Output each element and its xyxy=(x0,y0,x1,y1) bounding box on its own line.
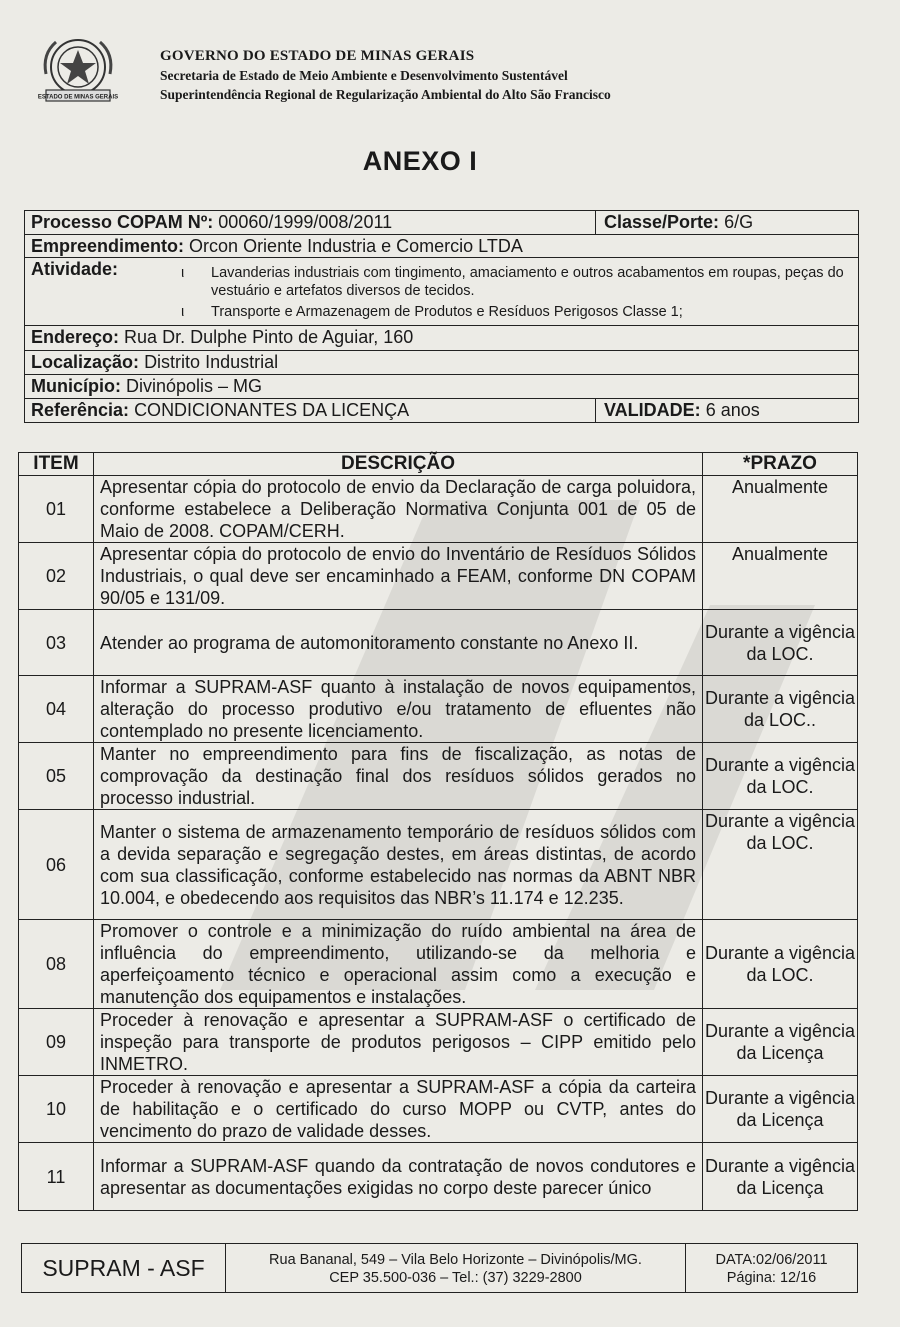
page-footer xyxy=(21,1243,858,1293)
letterhead xyxy=(160,47,611,104)
page-title: ANEXO I xyxy=(362,146,478,176)
municipio-row xyxy=(25,375,858,399)
table-row xyxy=(19,920,858,1009)
empreendimento-row xyxy=(25,235,858,258)
item-number: 03 xyxy=(19,610,94,676)
item-prazo: Durante a vigência da Licença xyxy=(703,1009,858,1076)
validade-cell xyxy=(595,399,858,422)
table-row xyxy=(19,810,858,920)
localizacao-label: Localização: xyxy=(31,352,140,372)
endereco-value: Rua Dr. Dulphe Pinto de Aguiar, 160 xyxy=(124,327,414,347)
table-row xyxy=(19,1009,858,1076)
item-description: Informar a SUPRAM-ASF quanto à instalação de novos equipamentos, alteração do processo produtivo e/ou tratamento de efluentes não contemplado no presente licenciamento. xyxy=(94,676,703,743)
table-row xyxy=(19,1076,858,1143)
item-prazo: Durante a vigência da LOC.. xyxy=(703,676,858,743)
footer-page-number: Página: 12/16 xyxy=(726,1270,817,1286)
empreendimento-value: Orcon Oriente Industria e Comercio LTDA xyxy=(189,236,523,256)
table-row xyxy=(19,1143,858,1211)
table-row xyxy=(19,610,858,676)
table-row xyxy=(19,743,858,810)
endereco-row xyxy=(25,326,858,351)
item-number: 10 xyxy=(19,1076,94,1143)
atividade-item xyxy=(31,264,858,300)
processo-row xyxy=(25,211,858,235)
endereco-label: Endereço: xyxy=(31,327,120,347)
bullet: ι xyxy=(181,304,185,320)
minas-gerais-coat-of-arms-icon xyxy=(38,34,118,108)
classe-value: 6/G xyxy=(724,212,754,232)
table-row xyxy=(19,476,858,543)
item-description: Proceder à renovação e apresentar a SUPRAM-ASF a cópia da carteira de habilitação e o certificado do curso MOPP ou CVTP, antes do vencimento do prazo de validade desses. xyxy=(94,1076,703,1143)
item-prazo: Durante a vigência da LOC. xyxy=(703,810,858,920)
referencia-label: Referência: xyxy=(31,400,130,420)
footer-org: SUPRAM - ASF xyxy=(22,1244,226,1292)
atividade-list xyxy=(31,260,858,321)
classe-label: Classe/Porte: xyxy=(604,212,720,232)
referencia-row xyxy=(25,399,858,422)
footer-date-page xyxy=(686,1244,857,1292)
item-number: 06 xyxy=(19,810,94,920)
item-number: 09 xyxy=(19,1009,94,1076)
item-prazo: Durante a vigência da Licença xyxy=(703,1143,858,1211)
item-description: Informar a SUPRAM-ASF quando da contratação de novos condutores e apresentar as documentações exigidas no corpo deste parecer único xyxy=(94,1143,703,1211)
atividade-row xyxy=(25,258,858,326)
referencia-value: CONDICIONANTES DA LICENÇA xyxy=(134,400,410,420)
footer-address-line-1: Rua Bananal, 549 – Vila Belo Horizonte – Divinópolis/MG. xyxy=(269,1252,642,1268)
item-prazo: Anualmente xyxy=(703,543,858,610)
atividade-text: Transporte e Armazenagem de Produtos e Resíduos Perigosos Classe 1; xyxy=(211,304,683,320)
item-number: 02 xyxy=(19,543,94,610)
column-header-descricao: DESCRIÇÃO xyxy=(94,453,703,476)
seal-text: ESTADO DE MINAS GERAIS xyxy=(38,94,118,101)
item-description: Proceder à renovação e apresentar a SUPRAM-ASF o certificado de inspeção para transporte de produtos perigosos – CIPP emitido pelo INMETRO. xyxy=(94,1009,703,1076)
item-prazo: Durante a vigência da LOC. xyxy=(703,743,858,810)
item-description: Apresentar cópia do protocolo de envio do Inventário de Resíduos Sólidos Industriais, o qual deve ser encaminhado a FEAM, conforme DN COPAM 90/05 e 131/09. xyxy=(94,543,703,610)
item-description: Manter o sistema de armazenamento temporário de resíduos sólidos com a devida separação e segregação destes, em áreas distintas, de acordo com sua classificação, conforme estabelecido nas normas da ABNT NBR 10.004, e obedecendo aos requisitos das NBR’s 11.174 e 12.235. xyxy=(94,810,703,920)
item-number: 01 xyxy=(19,476,94,543)
column-header-item: ITEM xyxy=(19,453,94,476)
footer-address xyxy=(226,1244,686,1292)
municipio-label: Município: xyxy=(31,376,121,396)
validade-label: VALIDADE: xyxy=(604,400,701,420)
item-description: Atender ao programa de automonitoramento constante no Anexo II. xyxy=(94,610,703,676)
footer-date: DATA:02/06/2011 xyxy=(715,1252,828,1268)
conditions-table xyxy=(18,452,858,1211)
item-description: Manter no empreendimento para fins de fiscalização, as notas de comprovação da destinação final dos resíduos sólidos gerados no processo industrial. xyxy=(94,743,703,810)
processo-value: 00060/1999/008/2011 xyxy=(218,212,393,232)
classe-cell xyxy=(595,211,858,234)
localizacao-value: Distrito Industrial xyxy=(144,352,279,372)
atividade-text: Lavanderias industriais com tingimento, amaciamento e outros acabamentos em roupas, peças do vestuário e artefatos diversos de tecidos. xyxy=(211,265,844,299)
footer-address-line-2: CEP 35.500-036 – Tel.: (37) 3229-2800 xyxy=(329,1270,582,1286)
item-number: 04 xyxy=(19,676,94,743)
processo-label: Processo COPAM Nº: xyxy=(31,212,214,232)
localizacao-row xyxy=(25,351,858,375)
item-prazo: Durante a vigência da LOC. xyxy=(703,610,858,676)
letterhead-line-1: GOVERNO DO ESTADO DE MINAS GERAIS xyxy=(160,48,475,64)
validade-value: 6 anos xyxy=(705,400,760,420)
item-prazo: Durante a vigência da LOC. xyxy=(703,920,858,1009)
item-number: 11 xyxy=(19,1143,94,1211)
item-number: 05 xyxy=(19,743,94,810)
item-prazo: Anualmente xyxy=(703,476,858,543)
letterhead-line-3: Superintendência Regional de Regularização Ambiental do Alto São Francisco xyxy=(160,87,611,102)
item-number: 08 xyxy=(19,920,94,1009)
table-header-row xyxy=(19,453,858,476)
table-row xyxy=(19,676,858,743)
item-description: Promover o controle e a minimização do ruído ambiental na área de influência do empreendimento, utilizando-se da melhoria e aperfeiçoamento técnico e operacional assim como a execução e manutenção dos equipamentos e instalações. xyxy=(94,920,703,1009)
letterhead-line-2: Secretaria de Estado de Meio Ambiente e Desenvolvimento Sustentável xyxy=(160,68,568,83)
process-header-box xyxy=(24,210,859,423)
item-prazo: Durante a vigência da Licença xyxy=(703,1076,858,1143)
column-header-prazo: *PRAZO xyxy=(703,453,858,476)
empreendimento-label: Empreendimento: xyxy=(31,236,185,256)
municipio-value: Divinópolis – MG xyxy=(126,376,263,396)
atividade-label: Atividade: xyxy=(31,259,119,279)
atividade-item xyxy=(31,303,858,321)
item-description: Apresentar cópia do protocolo de envio da Declaração de carga poluidora, conforme estabelece a Deliberação Normativa Conjunta 001 de 05 de Maio de 2008. COPAM/CERH. xyxy=(94,476,703,543)
table-row xyxy=(19,543,858,610)
bullet: ι xyxy=(181,265,185,281)
